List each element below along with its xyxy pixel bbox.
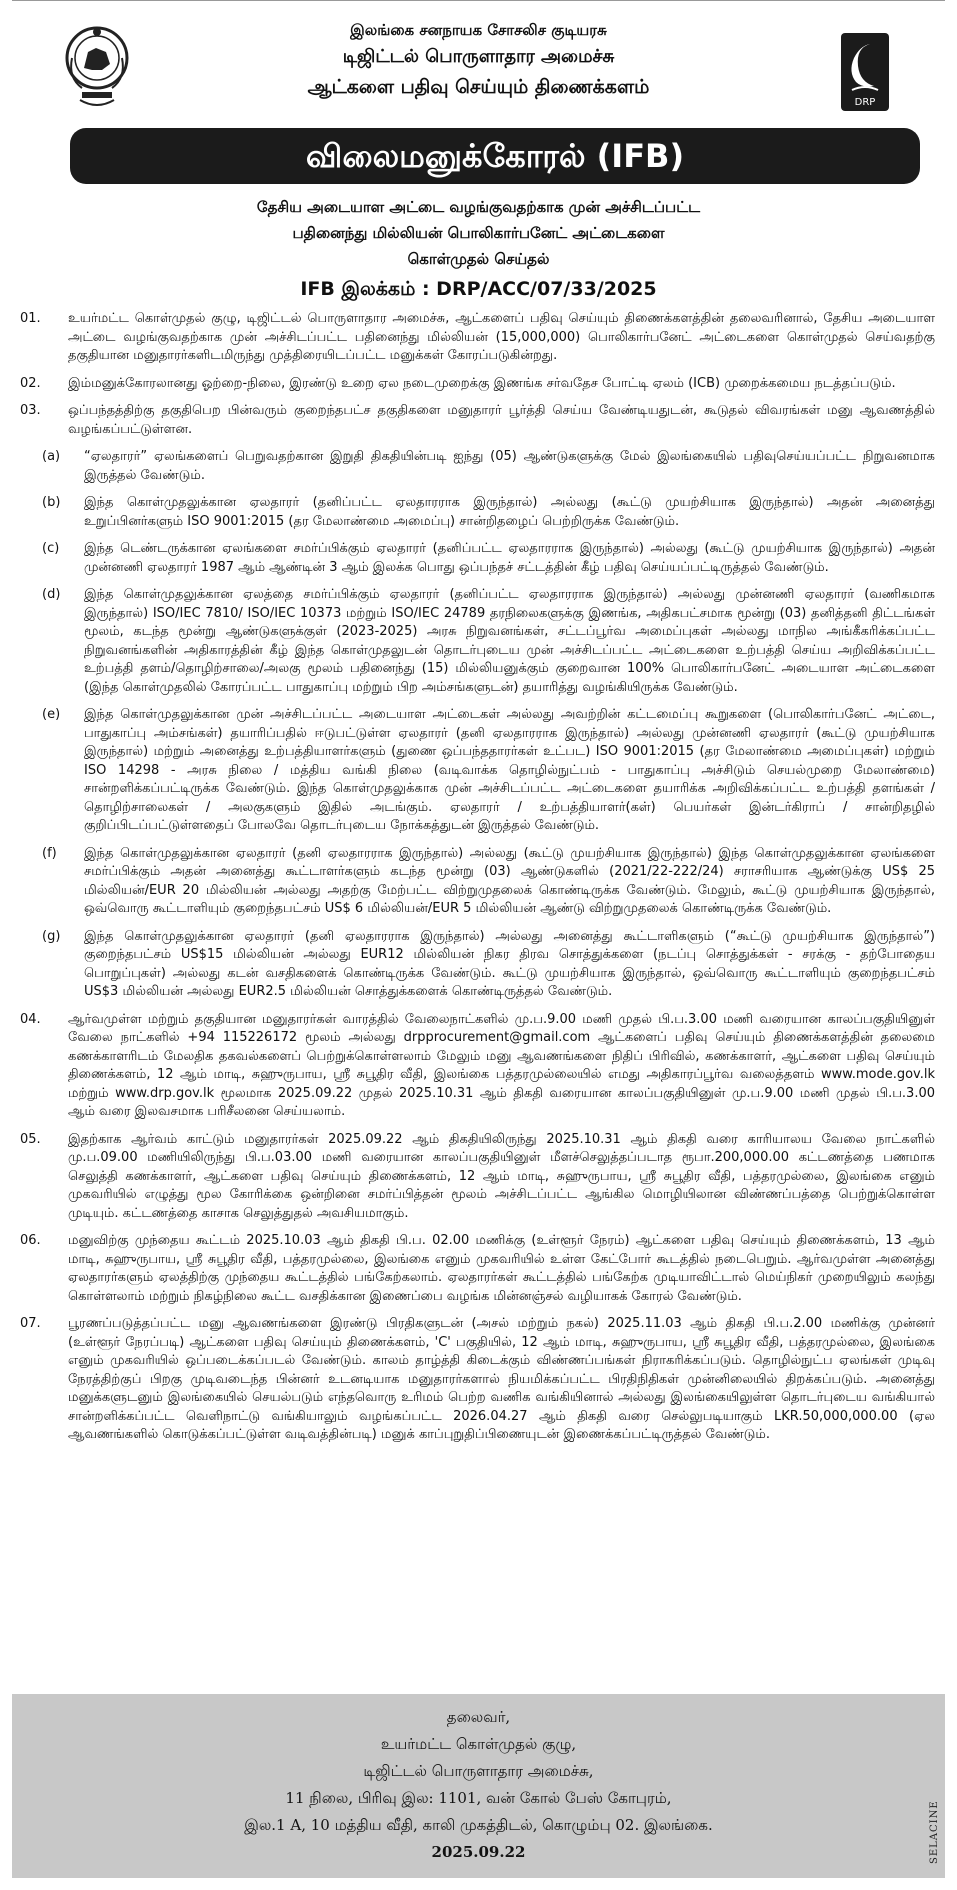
footer-line5: இல.1 A, 10 மத்திய வீதி, காலி முகத்திடல், கொழும்பு 02. இலங்கை. <box>244 1816 713 1834</box>
footer-line1: தலைவர், <box>446 1708 511 1726</box>
qualification-item <box>12 448 935 485</box>
paragraph-number: 02. <box>20 375 41 391</box>
item-text: இந்த கொள்முதலுக்கான ஏலத்தை சமர்ப்பிக்கும் ஏலதாரர் (தனிப்பட்ட ஏலதாரராக இருந்தால்) அல்லது முன்னணி ஏலதாரர் (வணிகமாக இருந்தால்) ISO/IEC 7810/ ISO/IEC 10373 மற்றும் ISO/IEC 24789 தரநிலைகளுக்கு இணங்க, அதிகபட்சமாக மூன்று (03) தனித்தனி திட்டங்கள் மூலம், கடந்த மூன்று ஆண்டுகளுக்குள் (2023-2025) அரசு நிறுவனங்கள், சட்டப்பூர்வ அமைப்புகள் அல்லது மாநில அங்கீகரிக்கப்பட்ட நிறுவனங்களின் அதிகாரத்தின் கீழ் இந்த கொள்முதலுடன் தொடர்புடைய முன் அச்சிடப்பட்ட அட்டைகளை உற்பத்தி செய்ய அறிவிக்கப்பட்ட உற்பத்தி தளம்/தொழிற்சாலை/அலகு மூலம் பதினைந்து (15) மில்லியனுக்கும் குறைவான 100% பொலிகார்பனேட் அடையாள அட்டைகளை (இந்த கொள்முதலில் கோரப்பட்ட பாதுகாப்பு மற்றும் பிற அம்சங்களுடன்) தயாரித்து வழங்கியிருக்க வேண்டும். <box>84 587 935 695</box>
notice-body <box>12 310 945 1445</box>
paragraph-number: 05. <box>20 1131 41 1147</box>
paragraph <box>12 375 935 394</box>
qualification-list <box>12 448 935 1002</box>
footer-address <box>12 1694 945 1878</box>
paragraph-text: ஆர்வமுள்ள மற்றும் தகுதியான மனுதாரர்கள் வாரத்தில் வேலைநாட்களில் மு.ப.9.00 மணி முதல் பி.ப.3.00 மணி வரையான காலப்பகுதியினுள் வேலை நாட்களில் +94 115226172 மூலம் அல்லது drpprocurement@gmail.com ஆட்களைப் பதிவு செய்யும் திணைக்களத்தின் தலைமை கணக்காளரிடம் மேலதிக தகவல்களைப் பெற்றுக்கொள்ளலாம் மேலும் மனு ஆவணங்களை நிதிப் பிரிவில், கணக்காளர், ஆட்களை பதிவு செய்யும் திணைக்களம், 12 ஆம் மாடி, சுஹுருபாய, ஸ்ரீ சுபூதிர வீதி, இலங்கை பத்தரமுல்லையில் எமது அதிகாரப்பூர்வ வலைத்தளம் www.mode.gov.lk மற்றும் www.drp.gov.lk மூலமாக 2025.09.22 முதல் 2025.10.31 ஆம் திகதி வரையான காலப்பகுதியினுள் மு.ப.9.00 மணி முதல் பி.ப.3.00 ஆம் வரை இலவசமாக பரிசீலனை செய்யலாம். <box>68 1011 936 1119</box>
item-text: இந்த கொள்முதலுக்கான ஏலதாரர் (தனிப்பட்ட ஏலதாரராக இருந்தால்) அல்லது (கூட்டு முயற்சியாக இருந்தால்) அதன் அனைத்து உறுப்பினர்களும் ISO 9001:2015 (தர மேலாண்மை அமைப்பு) சான்றிதழைப் பெற்றிருக்க வேண்டும். <box>84 495 935 529</box>
qualification-item <box>12 845 935 919</box>
ifb-number: IFB இலக்கம் : DRP/ACC/07/33/2025 <box>300 278 657 300</box>
country-title: இலங்கை சனநாயக சோசலிச குடியரசு <box>350 21 607 39</box>
item-letter: (f) <box>42 845 57 861</box>
item-letter: (e) <box>42 707 61 722</box>
footer-line4: 11 நிலை, பிரிவு இல: 1101, வன் கோல் பேஸ் கோபுரம், <box>285 1789 672 1807</box>
paragraph-text: இம்மனுக்கோரலானது ஓற்றை-நிலை, இரண்டு உறை ஏல நடைமுறைக்கு இணங்க சர்வதேச போட்டி ஏலம் (ICB) முறைக்கமைய நடத்தப்படும். <box>68 375 896 391</box>
paragraph <box>12 1011 935 1122</box>
paragraph-number: 06. <box>20 1233 41 1248</box>
paragraph-text: இதற்காக ஆர்வம் காட்டும் மனுதாரர்கள் 2025.09.22 ஆம் திகதியிலிருந்து 2025.10.31 ஆம் திகதி வரை காரியாலய வேலை நாட்களில் மு.ப.09.00 மணியிலிருந்து பி.ப.03.00 மணி வரையான காலப்பகுதியினுள் மீளச்செலுத்தப்படாத ரூபா.200,000.00 கட்டணத்தை பணமாக செலுத்தி கணக்காளர், ஆட்களை பதிவு செய்யும் திணைக்களம், 12 ஆம் மாடி, சுஹுருபாய, ஸ்ரீ சுபூதிர வீதி, பத்தரமுல்லை, இலங்கை எனும் முகவரியில் எழுத்து மூல கோரிக்கை ஒன்றினை சமர்ப்பித்தன் மூலம் அச்சிடப்பட்ட ஆங்கில மொழியிலான விண்ணப்பத்தை பெற்றுக்கொள்ள முடியும். கட்டணத்தை காசாக செலுத்துதல் அவசியமாகும். <box>68 1131 935 1221</box>
header <box>12 0 945 128</box>
ifb-banner: விலைமனுக்கோரல் (IFB) <box>70 128 920 184</box>
footer-line3: டிஜிட்டல் பொருளாதார அமைச்சு, <box>363 1762 594 1780</box>
footer-line2: உயர்மட்ட கொள்முதல் குழு, <box>380 1735 577 1753</box>
agency-mark <box>917 1786 940 1866</box>
paragraph <box>12 1232 935 1306</box>
sri-lanka-emblem-icon <box>62 18 132 118</box>
qualification-item <box>12 540 935 577</box>
item-letter: (d) <box>42 587 61 602</box>
paragraph-number: 04. <box>20 1011 41 1027</box>
paragraph-number: 07. <box>20 1316 41 1331</box>
item-letter: (b) <box>42 495 61 510</box>
paragraph <box>12 1131 935 1224</box>
item-text: இந்த டெண்டருக்கான ஏலங்களை சமர்ப்பிக்கும் ஏலதாரர் (தனிப்பட்ட ஏலதாரராக இருந்தால்) அல்லது (கூட்டு முயற்சியாக இருந்தால்) அதன் முன்னணி ஏலதாரர் 1987 ஆம் ஆண்டின் 3 ஆம் இலக்க பொது ஒப்பந்தச் சட்டத்தின் கீழ் பதிவு செய்யப்பட்டிருத்தல் வேண்டும். <box>84 541 935 575</box>
ministry-title: டிஜிட்டல் பொருளாதார அமைச்சு <box>342 46 615 67</box>
subtitle-line3: கொள்முதல் செய்தல் <box>407 250 550 268</box>
paragraph <box>12 310 935 366</box>
paragraph <box>12 1315 935 1445</box>
qualification-item <box>12 586 935 697</box>
paragraph-number: 03. <box>20 403 41 418</box>
item-letter: (g) <box>42 928 61 944</box>
item-text: இந்த கொள்முதலுக்கான ஏலதாரர் (தனி ஏலதாரராக இருந்தால்) அல்லது அனைத்து கூட்டாளிகளும் (“கூட்டு முயற்சியாக இருந்தால்”) குறைந்தபட்சம் US$15 மில்லியன் அல்லது EUR12 மில்லியன் நிகர திரவ சொத்துக்களை (நடப்பு சொத்துக்கள் - சரக்கு - தற்போதைய பொறுப்புகள்) அல்லது கடன் வசதிகளைக் கொண்டிருக்க வேண்டும். கூட்டு முயற்சியாக இருந்தால், ஒவ்வொரு கூட்டாளியும் குறைந்தபட்சம் US$3 மில்லியன் அல்லது EUR2.5 மில்லியன் சொத்துக்களைக் கொண்டிருத்தல் வேண்டும். <box>84 928 935 999</box>
footer-date: 2025.09.22 <box>431 1843 526 1861</box>
paragraph-text: ஒப்பந்தத்திற்கு தகுதிபெற பின்வரும் குறைந்தபட்ச தகுதிகளை மனுதாரர் பூர்த்தி செய்ய வேண்டியதுடன், கூடுதல் விவரங்கள் மனு ஆவணத்தில் வழங்கப்பட்டுள்ளன. <box>68 403 935 437</box>
paragraph-text: உயர்மட்ட கொள்முதல் குழு, டிஜிட்டல் பொருளாதார அமைச்சு, ஆட்களைப் பதிவு செய்யும் திணைக்களத்தின் தலைவரினால், தேசிய அடையாள அட்டை வழங்குவதற்காக முன் அச்சிடப்பட்ட பதினைந்து மில்லியன் (15,000,000) பொலிகார்பனேட் அட்டைகளை கொள்முதல் செய்வதற்கு தகுதியான மனுதாரர்களிடமிருந்து முத்திரையிடப்பட்ட மனுக்கள் கோரப்படுகின்றது. <box>68 311 935 363</box>
drp-logo-text: DRP <box>854 97 876 108</box>
item-letter: (a) <box>42 449 61 464</box>
drp-logo-icon <box>840 32 890 112</box>
item-text: இந்த கொள்முதலுக்கான முன் அச்சிடப்பட்ட அடையாள அட்டைகள் அல்லது அவற்றின் கட்டமைப்பு கூறுகளை (பொலிகார்பனேட் அட்டை, பாதுகாப்பு அம்சங்கள்) தயாரிப்பதில் ஈடுபட்டுள்ள ஏலதாரர் (தனி ஏலதாரராக இருந்தால்) அல்லது முன்னணி ஏலதாரர் (கூட்டு முயற்சியாக இருந்தால்) மற்றும் அனைத்து உற்பத்தியாளர்களும் (துணை ஒப்பந்ததாரர்கள் உட்பட) ISO 9001:2015 (தர மேலாண்மை அமைப்புகள்) மற்றும் ISO 14298 - அரசு நிலை / மத்திய வங்கி நிலை (வடிவாக்க தொழில்நுட்பம் - பாதுகாப்பு அச்சிடும் செயல்முறை மேலாண்மை) சான்றளிக்கப்பட்டிருக்க வேண்டும். இந்த கொள்முதலுக்காக முன் அச்சிடப்பட்ட அட்டைகளை தயாரிக்க அறிவிக்கப்பட்ட உற்பத்தி தளங்கள் / தொழிற்சாலைகள் / அலகுகளும் இதில் அடங்கும். ஏலதாரர் / உற்பத்தியாளர்(கள்) பெயர்கள் இன்டர்கிராப் / சான்றிதழில் குறிப்பிடப்பட்டுள்ளதைப் போலவே தொடர்புடைய நோக்கத்துடன் இருத்தல் வேண்டும். <box>84 707 935 833</box>
subtitle-line1: தேசிய அடையாள அட்டை வழங்குவதற்காக முன் அச்சிடப்பட்ட <box>256 198 701 216</box>
paragraph-number: 01. <box>20 311 41 326</box>
paragraph-text: பூரணப்படுத்தப்பட்ட மனு ஆவணங்களை இரண்டு பிரதிகளுடன் (அசல் மற்றும் நகல்) 2025.11.03 ஆம் திகதி பி.ப.2.00 மணிக்கு முன்னர் (உள்ளூர் நேரப்படி) ஆட்களை பதிவு செய்யும் திணைக்களம், 'C' பகுதியில், 12 ஆம் மாடி, சுஹுருபாய, ஸ்ரீ சுபூதிர வீதி, பத்தரமுல்லை, இலங்கை எனும் முகவரியில் ஒப்படைக்கப்படல் வேண்டும். காலம் தாழ்த்தி கிடைக்கும் விண்ணப்பங்கள் நிராகரிக்கப்படும். தொழில்நுட்ப ஏலங்கள் முடிவு நேரத்திற்குப் பிறகு முடிவடைந்த பின்னர் உடனடியாக மனுதாரர்களால் நியமிக்கப்பட்ட பிரதிநிதிகள் முன்னிலையில் திறக்கப்படும். அனைத்து மனுக்களுடனும் இலங்கையில் செயல்படும் எந்தவொரு உரிமம் பெற்ற வணிக வங்கியினால் அல்லது இலங்கையிலுள்ள தொடர்புடைய வங்கியால் சான்றளிக்கப்பட்ட வெளிநாட்டு வங்கியாலும் வழங்கப்பட்ட 2026.04.27 ஆம் திகதி வரை செல்லுபடியாகும் LKR.50,000,000.00 (ஏல ஆவணங்களில் கொடுக்கப்பட்டுள்ள வடிவத்தின்படி) மனுக் காப்புறுதிப்பிணையுடன் இணைக்கப்பட்டிருத்தல் வேண்டும். <box>68 1316 935 1442</box>
paragraph <box>12 402 935 439</box>
item-text: இந்த கொள்முதலுக்கான ஏலதாரர் (தனி ஏலதாரராக இருந்தால்) அல்லது (கூட்டு முயற்சியாக இருந்தால்) இந்த கொள்முதலுக்கான ஏலங்களை சமர்ப்பிக்கும் அதன் அனைத்து கூட்டாளர்களும் கடந்த மூன்று (03) ஆண்டுகளில் (2021/22-222/24) சராசரியாக ஆண்டுக்கு US$ 25 மில்லியன்/EUR 20 மில்லியன் அல்லது அதற்கு மேற்பட்ட விற்றுமுதலைக் கொண்டிருக்க வேண்டும். மேலும், கூட்டு முயற்சியாக இருந்தால், ஒவ்வொரு கூட்டாளியும் குறைந்தபட்சம் US$ 6 மில்லியன்/EUR 5 மில்லியன் ஆண்டு விற்றுமுதலைக் கொண்டிருக்க வேண்டும். <box>84 845 935 916</box>
agency-mark-text: SELACINE <box>929 1800 940 1864</box>
item-letter: (c) <box>42 541 60 556</box>
subtitle-block <box>12 194 945 304</box>
qualification-item <box>12 928 935 1002</box>
item-text: “ஏலதாரர்” ஏலங்களைப் பெறுவதற்கான இறுதி திகதியின்படி ஐந்து (05) ஆண்டுகளுக்கு மேல் இலங்கையில் பதிவுசெய்யப்பட்ட நிறுவனமாக இருத்தல் வேண்டும். <box>84 449 935 483</box>
qualification-item <box>12 494 935 531</box>
subtitle-line2: பதினைந்து மில்லியன் பொலிகார்பனேட் அட்டைகளை <box>292 224 665 242</box>
qualification-item <box>12 706 935 836</box>
department-title: ஆட்களை பதிவு செய்யும் திணைக்களம் <box>307 76 650 98</box>
paragraph-text: மனுவிற்கு முந்தைய கூட்டம் 2025.10.03 ஆம் திகதி பி.ப. 02.00 மணிக்கு (உள்ளூர் நேரம்) ஆட்களை பதிவு செய்யும் திணைக்களம், 13 ஆம் மாடி, சுஹுருபாய, ஸ்ரீ சுபூதிர வீதி, பத்தரமுல்லை, இலங்கை எனும் முகவரியில் உள்ள கேட்போர் கூடத்தில் நடைபெறும். ஆர்வமுள்ள அனைத்து ஏலதாரர்களும் ஏலத்திற்கு முந்தைய கூட்டத்தில் பங்கேற்கலாம். ஏலதாரர்கள் கூட்டத்தில் பங்கேற்க முடியாவிட்டால் மெய்நிகர் முறையிலும் கலந்து கொள்ளலாம் மற்றும் நிகழ்நிலை கூட்ட வசதிக்கான இணைப்பை வழங்க மின்னஞ்சல் வழியாகக் கோரல் வேண்டும். <box>68 1233 935 1304</box>
